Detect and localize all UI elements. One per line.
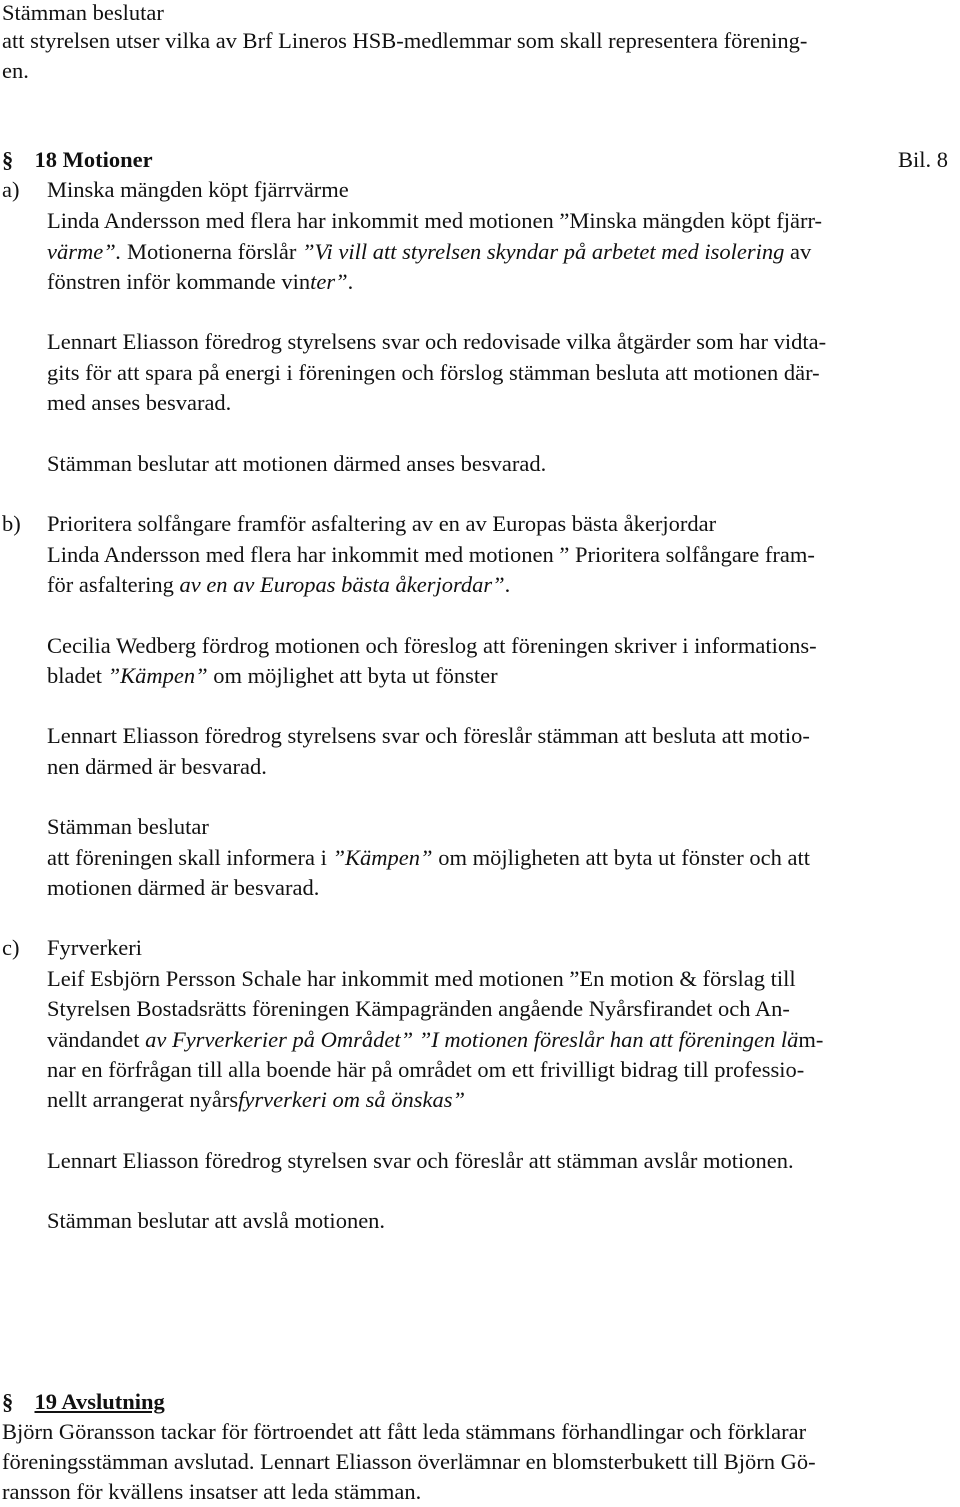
paragraph-sign-icon: §: [2, 1389, 14, 1414]
item-a-text: [47, 237, 811, 267]
text-run: .: [347, 269, 354, 294]
intro-line: att styrelsen utser vilka av Brf Lineros HSB-medlemmar som skall representera förening-: [2, 28, 808, 53]
text-run: om möjligheten att byta ut fönster och att: [432, 845, 810, 870]
text-run: nellt arrangerat nyårs: [47, 1087, 239, 1112]
section-title: 19 Avslutning: [34, 1389, 165, 1414]
italic-quote: värme”.: [47, 239, 122, 264]
italic-quote: ”Kämpen”: [332, 845, 433, 870]
item-label-c: c): [2, 935, 20, 960]
item-c-decision: Stämman beslutar att avslå motionen.: [47, 1208, 386, 1233]
item-b-text: [47, 661, 498, 691]
italic-quote: ”Vi vill att styrelsen skyndar på arbetet med isolering: [301, 239, 785, 264]
item-label-b: b): [2, 511, 21, 536]
item-c-text: [47, 1085, 465, 1115]
item-b-text: Cecilia Wedberg fördrog motionen och föreslog att föreningen skriver i informations-: [47, 633, 817, 658]
item-b-title: Prioritera solfångare framför asfaltering av en av Europas bästa åkerjordar: [47, 511, 717, 536]
item-b-text: [47, 570, 510, 600]
text-run: m-: [798, 1027, 824, 1052]
text-run: vändandet: [47, 1027, 146, 1052]
text-run: för asfaltering: [47, 572, 180, 597]
item-label-a: a): [2, 177, 20, 202]
item-c-title: Fyrverkeri: [47, 935, 142, 960]
section-18-heading: [2, 145, 153, 175]
section-title: 18 Motioner: [34, 147, 153, 172]
italic-quote: av Fyrverkerier på Området” ”I motionen föreslår han att föreningen lä: [145, 1027, 799, 1052]
italic-quote: av en av Europas bästa åkerjordar”: [179, 572, 505, 597]
item-c-text: Styrelsen Bostadsrätts föreningen Kämpagränden angående Nyårsfirandet och An-: [47, 996, 790, 1021]
closing-text: Björn Göransson tackar för förtroendet att fått leda stämmans förhandlingar och förklarar: [2, 1419, 807, 1444]
text-run: Motionerna förslår: [121, 239, 302, 264]
item-a-text: Lennart Eliasson föredrog styrelsens svar och redovisade vilka åtgärder som har vidta-: [47, 329, 827, 354]
intro-heading: Stämman beslutar: [2, 0, 164, 25]
italic-quote: ”Kämpen”: [107, 663, 208, 688]
text-run: bladet: [47, 663, 108, 688]
paragraph-sign-icon: §: [2, 147, 14, 172]
intro-line: en.: [2, 58, 29, 83]
item-b-text: nen därmed är besvarad.: [47, 754, 267, 779]
item-c-text: [47, 1025, 823, 1055]
attachment-reference: Bil. 8: [897, 147, 948, 172]
text-run: att föreningen skall informera i: [47, 845, 333, 870]
item-c-text: Lennart Eliasson föredrog styrelsen svar och föreslår att stämman avslår motionen.: [47, 1148, 794, 1173]
item-b-decision: [47, 843, 810, 873]
item-b-text: Lennart Eliasson föredrog styrelsens svar och föreslår stämman att besluta att motio-: [47, 723, 810, 748]
closing-text: ransson för kvällens insatser att leda stämman.: [2, 1479, 422, 1504]
item-a-title: Minska mängden köpt fjärrvärme: [47, 177, 349, 202]
italic-quote: fyrverkeri om så önskas”: [238, 1087, 466, 1112]
item-b-decision-heading: Stämman beslutar: [47, 814, 209, 839]
text-run: .: [504, 572, 511, 597]
text-run: fönstren inför kommande vin: [47, 269, 311, 294]
item-a-text: med anses besvarad.: [47, 390, 232, 415]
closing-text: föreningsstämman avslutad. Lennart Eliasson överlämnar en blomsterbukett till Björn Gö-: [2, 1449, 816, 1474]
italic-quote: ter”: [310, 269, 348, 294]
text-run: av: [784, 239, 812, 264]
item-a-text: Linda Andersson med flera har inkommit med motionen ”Minska mängden köpt fjärr-: [47, 208, 822, 233]
item-a-text: [47, 267, 353, 297]
section-19-heading: [2, 1387, 165, 1417]
item-c-text: nar en förfrågan till alla boende här på området om ett frivilligt bidrag till professio-: [47, 1057, 805, 1082]
item-b-text: Linda Andersson med flera har inkommit med motionen ” Prioritera solfångare fram-: [47, 542, 815, 567]
text-run: om möjlighet att byta ut fönster: [207, 663, 498, 688]
item-c-text: Leif Esbjörn Persson Schale har inkommit med motionen ”En motion & förslag till: [47, 966, 796, 991]
item-a-text: gits för att spara på energi i föreningen och förslog stämman besluta att motionen där-: [47, 360, 820, 385]
item-b-decision: motionen därmed är besvarad.: [47, 875, 320, 900]
item-a-decision: Stämman beslutar att motionen därmed anses besvarad.: [47, 451, 547, 476]
